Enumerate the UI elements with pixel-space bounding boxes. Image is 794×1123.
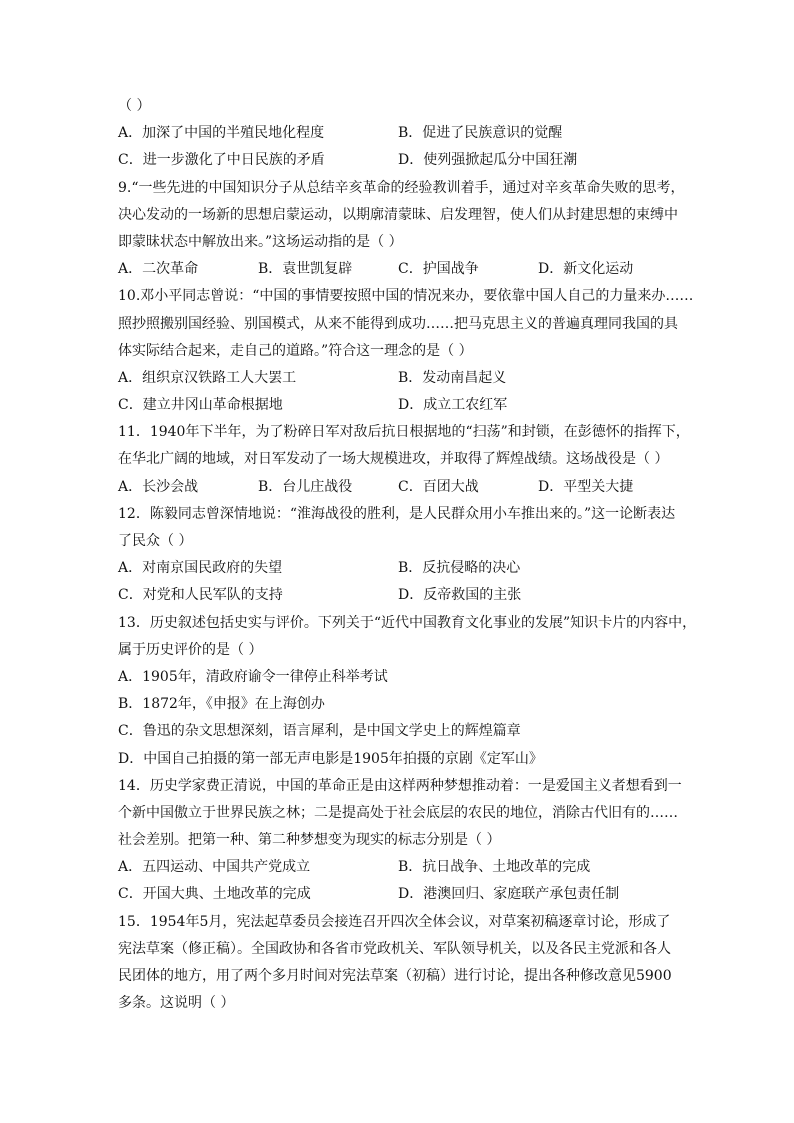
q10-option-a[interactable]: A．组织京汉铁路工人大罢工 xyxy=(118,369,297,386)
q14-stem-line: 个新中国傲立于世界民族之林；二是提高处于社会底层的农民的地位，消除古代旧有的…… xyxy=(118,804,678,821)
q10-stem-line: 照抄照搬别国经验、别国模式，从来不能得到成功……把马克思主义的普遍真理同我国的具 xyxy=(118,315,678,332)
q9-option-b[interactable]: B．袁世凯复辟 xyxy=(258,261,353,278)
question-14 xyxy=(118,773,682,909)
q11-option-b[interactable]: B．台儿庄战役 xyxy=(258,478,353,495)
q15-stem-line: 宪法草案（修正稿）。全国政协和各省市党政机关、军队领导机关，以及各民主党派和各人 xyxy=(118,940,671,957)
q10-options-row-2 xyxy=(118,392,678,419)
q9-stem-line: 即蒙昧状态中解放出来。”这场运动指的是（ ） xyxy=(118,233,403,250)
q15-stem-line: 民团体的地方，用了两个多月时间对宪法草案（初稿）进行讨论，提出各种修改意见5900 xyxy=(118,968,672,984)
q14-options-row-1 xyxy=(118,854,678,881)
q13-option-c[interactable]: C．鲁迅的杂文思想深刻，语言犀利，是中国文学史上的辉煌篇章 xyxy=(118,723,521,740)
q10-option-d[interactable]: D．成立工农红军 xyxy=(398,397,508,414)
q12-option-a[interactable]: A．对南京国民政府的失望 xyxy=(118,560,283,577)
q13-stem-line: 13．历史叙述包括史实与评价。下列关于“近代中国教育文化事业的发展”知识卡片的内容中， xyxy=(118,614,697,631)
q8-option-b[interactable]: B．促进了民族意识的觉醒 xyxy=(398,125,563,142)
q12-options-row-2 xyxy=(118,582,678,609)
q8-options-row-1 xyxy=(118,120,678,147)
q11-option-c[interactable]: C．百团大战 xyxy=(398,478,479,495)
q14-stem-line: 社会差别。把第一种、第二种梦想变为现实的标志分别是（ ） xyxy=(118,832,501,849)
q9-options-row xyxy=(118,256,678,283)
q14-option-d[interactable]: D．港澳回归、家庭联产承包责任制 xyxy=(398,886,620,903)
q12-option-d[interactable]: D．反帝救国的主张 xyxy=(398,587,522,604)
q8-option-d[interactable]: D．使列强掀起瓜分中国狂潮 xyxy=(398,152,578,169)
q12-option-c[interactable]: C．对党和人民军队的支持 xyxy=(118,587,283,604)
q15-stem-line: 多条。这说明（ ） xyxy=(118,995,235,1012)
q9-stem-line: 决心发动的一场新的思想启蒙运动，以期廓清蒙昧、启发理智，使人们从封建思想的束缚中 xyxy=(118,206,678,223)
q13-option-b[interactable]: B．1872年，《申报》在上海创办 xyxy=(118,696,325,713)
q10-option-b[interactable]: B．发动南昌起义 xyxy=(398,369,507,386)
q11-stem-line: 11．1940年下半年，为了粉碎日军对敌后抗日根据地的“扫荡”和封锁，在彭德怀的指挥下， xyxy=(118,424,690,441)
q14-option-b[interactable]: B．抗日战争、土地改革的完成 xyxy=(398,859,591,876)
q9-option-a[interactable]: A．二次革命 xyxy=(118,261,199,278)
q10-options-row-1 xyxy=(118,365,678,392)
q13-option-d[interactable]: D．中国自己拍摄的第一部无声电影是1905年拍摄的京剧《定军山》 xyxy=(118,750,543,767)
q13-option-a[interactable]: A．1905年，清政府谕令一律停止科举考试 xyxy=(118,668,388,685)
question-12 xyxy=(118,501,678,610)
q9-stem-line: 9.“一些先进的中国知识分子从总结辛亥革命的经验教训着手，通过对辛亥革命失败的思考， xyxy=(118,179,685,196)
q11-options-row xyxy=(118,474,678,501)
q8-options-row-2 xyxy=(118,147,678,174)
q15-stem-line: 15．1954年5月，宪法起草委员会接连召开四次全体会议，对草案初稿逐章讨论，形成了 xyxy=(118,913,671,930)
q14-options-row-2 xyxy=(118,881,678,908)
q13-stem-line: 属于历史评价的是（ ） xyxy=(118,641,263,658)
q12-stem-line: 了民众（ ） xyxy=(118,533,193,549)
q8-option-c[interactable]: C．进一步激化了中日民族的矛盾 xyxy=(118,152,325,169)
q11-option-d[interactable]: D．平型关大捷 xyxy=(538,478,634,495)
question-10 xyxy=(118,283,694,419)
q12-option-b[interactable]: B．反抗侵略的决心 xyxy=(398,560,521,577)
q14-stem-line: 14．历史学家费正清说，中国的革命正是由这样两种梦想推动着：一是爱国主义者想看到一 xyxy=(118,777,682,794)
question-11 xyxy=(118,419,690,501)
q8-option-a[interactable]: A．加深了中国的半殖民地化程度 xyxy=(118,125,325,142)
question-9 xyxy=(118,175,685,284)
q10-stem-line: 10.邓小平同志曾说：“中国的事情要按照中国的情况来办，要依靠中国人自己的力量来办…… xyxy=(118,288,694,305)
q14-option-c[interactable]: C．开国大典、土地改革的完成 xyxy=(118,886,311,903)
q11-option-a[interactable]: A．长沙会战 xyxy=(118,478,199,495)
q8-answer-bracket: （ ） xyxy=(118,98,151,114)
q9-option-c[interactable]: C．护国战争 xyxy=(398,261,479,278)
q10-stem-line: 体实际结合起来，走自己的道路。”符合这一理念的是（ ） xyxy=(118,342,473,359)
q12-stem-line: 12．陈毅同志曾深情地说：“淮海战役的胜利，是人民群众用小车推出来的。”这一论断表达 xyxy=(118,505,676,522)
q14-option-a[interactable]: A．五四运动、中国共产党成立 xyxy=(118,859,311,876)
q11-stem-line: 在华北广阔的地域，对日军发动了一场大规模进攻，并取得了辉煌战绩。这场战役是（ ） xyxy=(118,451,669,468)
q10-option-c[interactable]: C．建立井冈山革命根据地 xyxy=(118,397,283,414)
q12-options-row-1 xyxy=(118,555,678,582)
q9-option-d[interactable]: D．新文化运动 xyxy=(538,261,634,278)
exam-content xyxy=(118,93,697,1017)
question-13 xyxy=(118,610,697,773)
question-15 xyxy=(118,909,678,1018)
